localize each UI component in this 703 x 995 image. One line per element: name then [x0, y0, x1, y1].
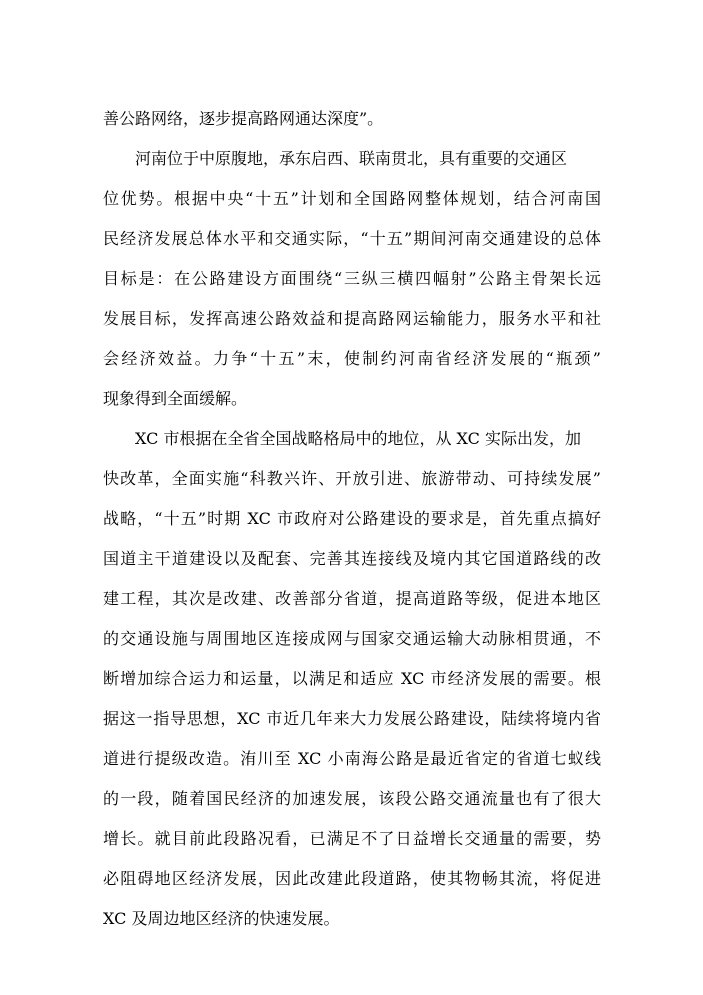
text-line: XC 及周边地区经济的快速发展。 — [103, 909, 340, 928]
text-line: 位优势。根据中央“十五”计划和全国路网整体规划，结合河南国 — [103, 189, 601, 208]
text-line: 发展目标，发挥高速公路效益和提高路网运输能力，服务水平和社 — [103, 309, 601, 328]
text-line: 快改革，全面实施“科教兴许、开放引进、旅游带动、可持续发展” — [103, 469, 601, 488]
text-line: 道进行提级改造。洧川至 XC 小南海公路是最近省定的省道七蚁线 — [103, 749, 601, 768]
text-line: 增长。就目前此段路况看，已满足不了日益增长交通量的需要，势 — [103, 829, 601, 848]
text-line: 必阻碍地区经济发展，因此改建此段道路，使其物畅其流，将促进 — [103, 869, 601, 888]
text-line: 现象得到全面缓解。 — [103, 389, 248, 408]
text-line: 战略，“十五”时期 XC 市政府对公路建设的要求是，首先重点搞好 — [103, 509, 601, 528]
text-line: 善公路网络，逐步提高路网通达深度”。 — [103, 109, 384, 128]
text-line: 建工程，其次是改建、改善部分省道，提高道路等级，促进本地区 — [103, 589, 601, 608]
text-line: 断增加综合运力和运量，以满足和适应 XC 市经济发展的需要。根 — [103, 669, 601, 688]
text-line: 的交通设施与周围地区连接成网与国家交通运输大动脉相贯通，不 — [103, 629, 601, 648]
text-line: 据这一指导思想，XC 市近几年来大力发展公路建设，陆续将境内省 — [103, 709, 601, 728]
text-line: 的一段，随着国民经济的加速发展，该段公路交通流量也有了很大 — [103, 789, 601, 808]
text-line: 目标是：在公路建设方面围绕“三纵三横四幅射”公路主骨架长远 — [103, 269, 601, 288]
text-line: 民经济发展总体水平和交通实际，“十五”期间河南交通建设的总体 — [103, 229, 601, 248]
text-line: 国道主干道建设以及配套、完善其连接线及境内其它国道路线的改 — [103, 549, 601, 568]
text-line: 河南位于中原腹地，承东启西、联南贯北，具有重要的交通区 — [135, 149, 568, 168]
text-line: 会经济效益。力争“十五”末，使制约河南省经济发展的“瓶颈” — [103, 349, 601, 368]
text-line: XC 市根据在全省全国战略格局中的地位，从 XC 实际出发，加 — [135, 429, 581, 448]
